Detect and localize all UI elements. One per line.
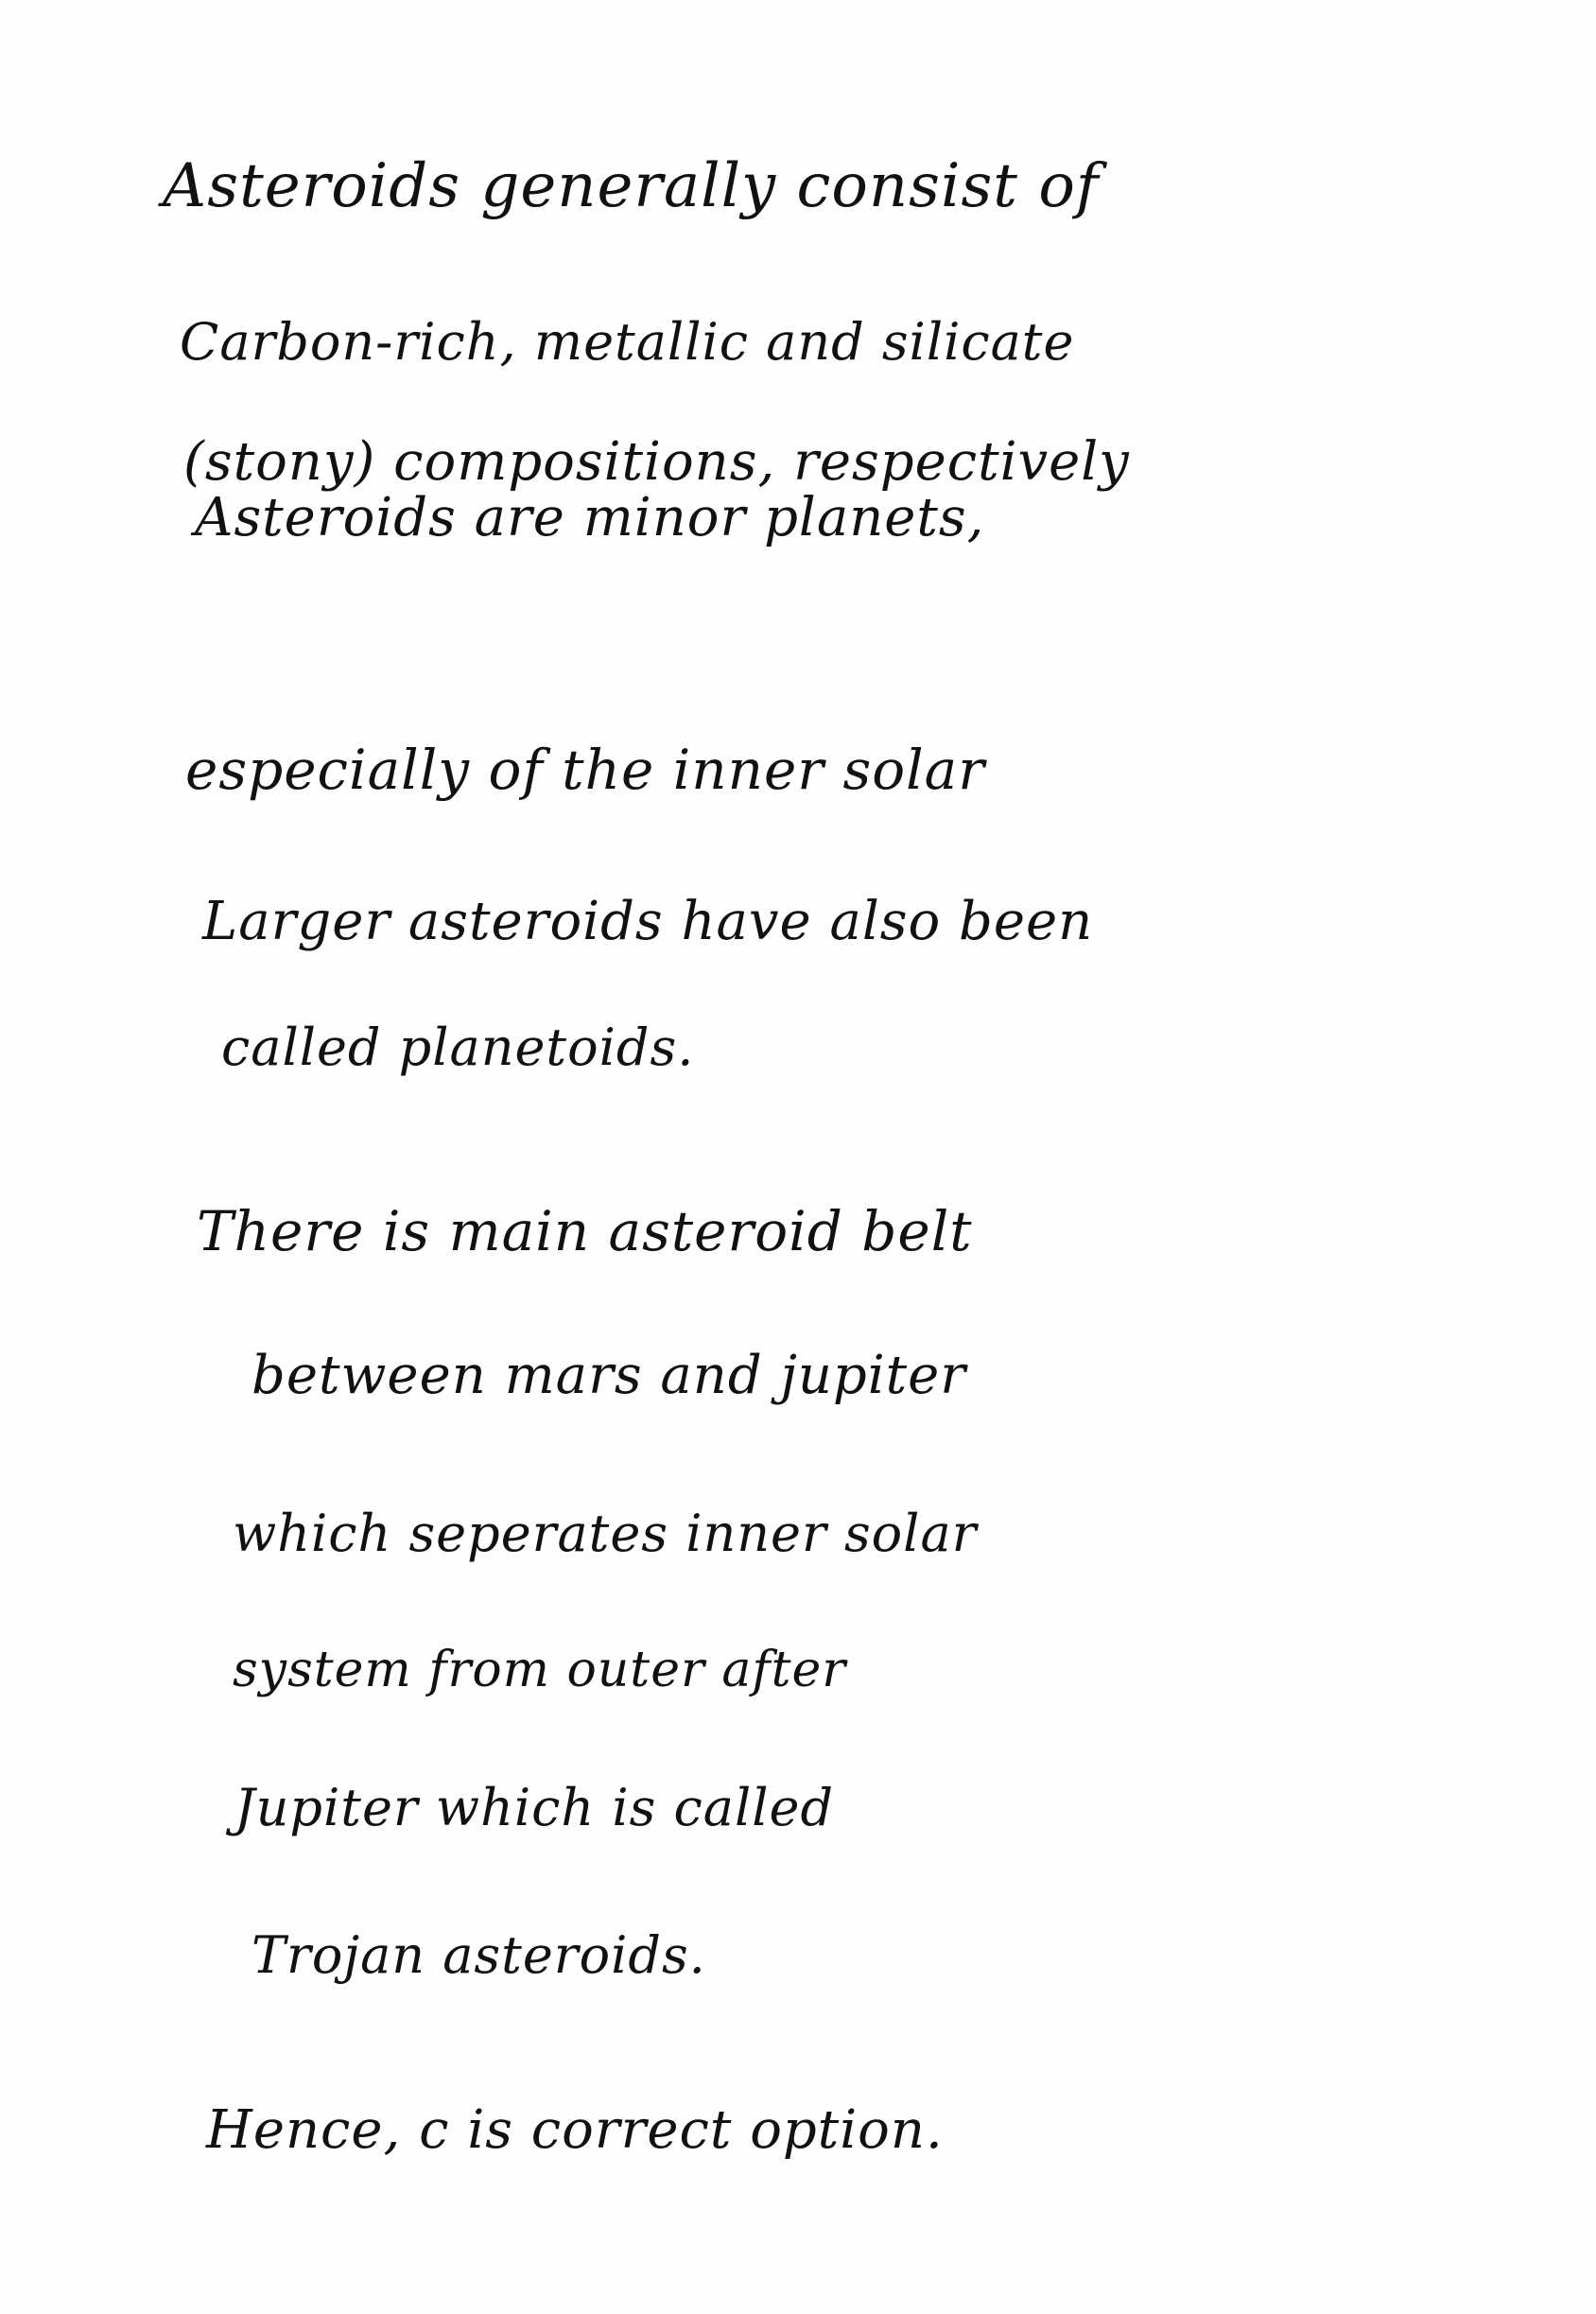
note-line-3: (stony) compositions, respectively bbox=[183, 431, 1130, 493]
note-line-10: which seperates inner solar bbox=[233, 1504, 978, 1563]
note-line-12: Jupiter which is called bbox=[234, 1778, 835, 1837]
note-line-9: between mars and jupiter bbox=[252, 1345, 967, 1406]
note-line-4: Asteroids are minor planets, bbox=[195, 487, 985, 548]
note-line-8: There is main asteroid belt bbox=[197, 1199, 973, 1263]
note-line-14: Hence, c is correct option. bbox=[206, 2099, 944, 2161]
note-line-2: Carbon-rich, metallic and silicate bbox=[180, 312, 1075, 372]
note-line-13: Trojan asteroids. bbox=[252, 1925, 706, 1985]
note-line-6: Larger asteroids have also been bbox=[202, 891, 1094, 952]
note-line-7: called planetoids. bbox=[221, 1018, 695, 1077]
note-line-1: Asteroids generally consist of bbox=[163, 151, 1100, 221]
note-line-11: system from outer after bbox=[233, 1642, 847, 1698]
note-line-5: especially of the inner solar bbox=[185, 738, 985, 802]
